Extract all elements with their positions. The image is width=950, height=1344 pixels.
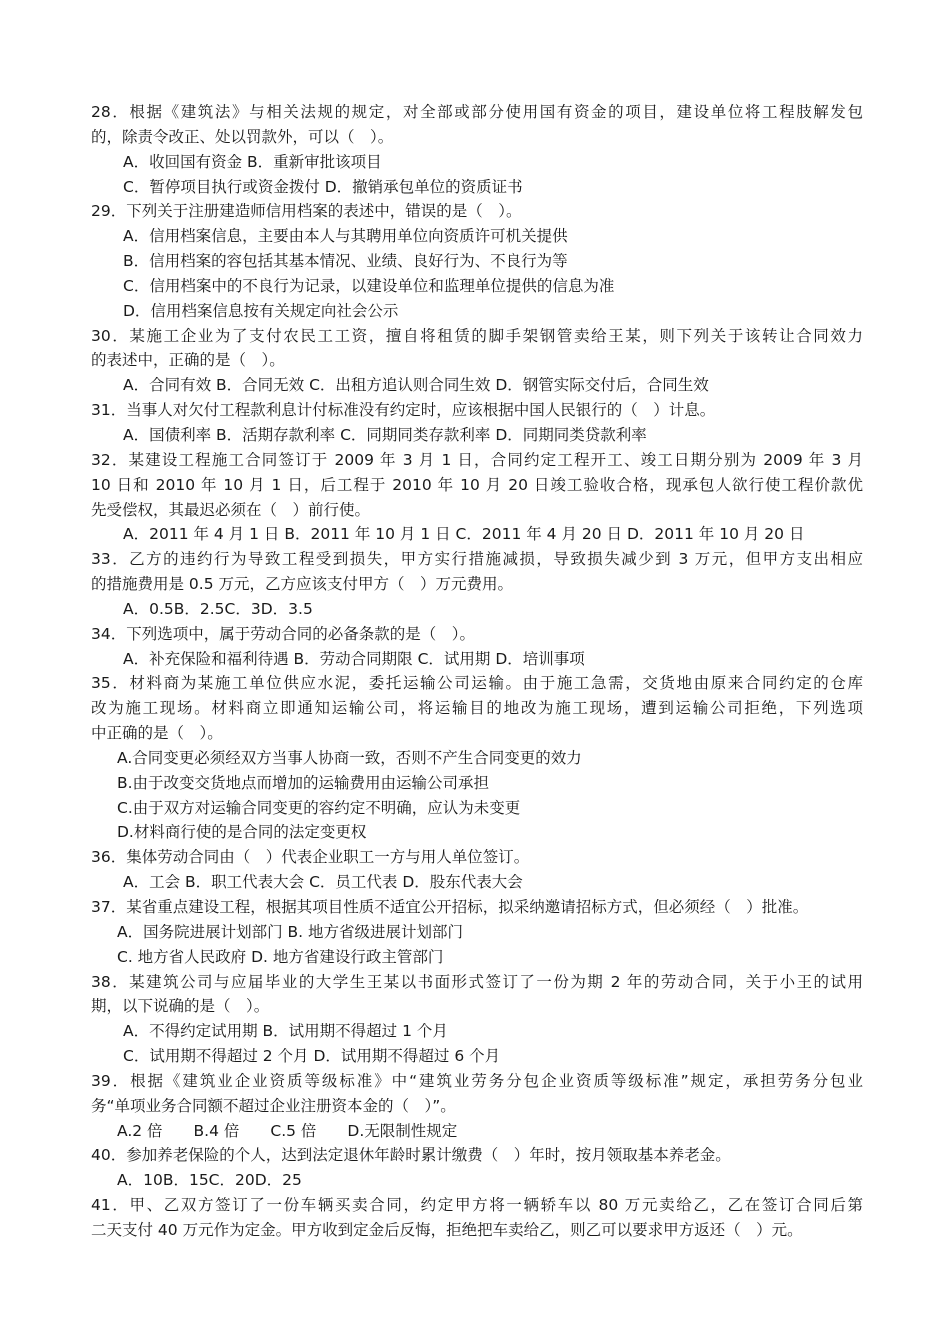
question-stem-line: 40．参加养老保险的个人，达到法定退休年龄时累计缴费（ ）年时，按月领取基本养老金。 — [91, 1146, 731, 1165]
question-option: D.材料商行使的是合同的法定变更权 — [117, 823, 367, 842]
question-stem-line: 39．根据《建筑业企业资质等级标准》中“建筑业劳务分包企业资质等级标准”规定，承担劳务分包业 — [91, 1071, 863, 1090]
question-29 — [91, 199, 863, 323]
question-option: A．国务院进展计划部门 B. 地方省级进展计划部门 — [117, 922, 464, 941]
question-stem-line: 41．甲、乙双方签订了一份车辆买卖合同，约定甲方将一辆轿车以 80 万元卖给乙，乙在签订合同后第 — [91, 1196, 863, 1215]
question-stem-line: 28．根据《建筑法》与相关法规的规定，对全部或部分使用国有资金的项目，建设单位将工程肢解发包 — [91, 103, 863, 121]
question-31 — [91, 398, 863, 448]
question-stem-line: 32．某建设工程施工合同签订于 2009 年 3 月 1 日，合同约定工程开工、竣工日期分别为 2009 年 3 月 — [91, 450, 863, 469]
question-option: A.2 倍 B.4 倍 C.5 倍 D.无限制性规定 — [117, 1121, 458, 1140]
question-39 — [91, 1069, 863, 1144]
question-option: A．国债利率 B．活期存款利率 C．同期同类存款利率 D．同期同类贷款利率 — [123, 425, 647, 444]
question-stem-line: 务“单项业务合同额不超过企业注册资本金的（ ）”。 — [91, 1096, 456, 1115]
question-option: A.合同变更必须经双方当事人协商一致，否则不产生合同变更的效力 — [117, 748, 582, 767]
question-option: A．不得约定试用期 B．试用期不得超过 1 个月 — [123, 1022, 448, 1041]
question-stem-line: 改为施工现场。材料商立即通知运输公司，将运输目的地改为施工现场，遭到运输公司拒绝，下列选项 — [91, 699, 863, 718]
question-40 — [91, 1143, 863, 1193]
question-28 — [91, 100, 863, 199]
question-option: A．2011 年 4 月 1 日 B．2011 年 10 月 1 日 C．2011 年 4 月 20 日 D．2011 年 10 月 20 日 — [123, 525, 805, 544]
question-stem-line: 的措施费用是 0.5 万元，乙方应该支付甲方（ ）万元费用。 — [91, 575, 514, 594]
question-stem-line: 29．下列关于注册建造师信用档案的表述中，错误的是（ ）。 — [91, 202, 522, 221]
question-stem-line: 33．乙方的违约行为导致工程受到损失，甲方实行措施减损，导致损失减少到 3 万元，但甲方支出相应 — [91, 550, 863, 569]
question-stem-line: 35．材料商为某施工单位供应水泥，委托运输公司运输。由于施工急需，交货地由原来合同约定的仓库 — [91, 674, 863, 693]
question-option: B．信用档案的容包括其基本情况、业绩、良好行为、不良行为等 — [123, 252, 568, 271]
question-stem-line: 30．某施工企业为了支付农民工工资，擅自将租赁的脚手架钢管卖给王某，则下列关于该转让合同效力 — [91, 326, 863, 345]
question-option: C．试用期不得超过 2 个月 D．试用期不得超过 6 个月 — [123, 1047, 501, 1066]
question-stem-line: 期，以下说确的是（ ）。 — [91, 997, 270, 1016]
question-option: A．10B．15C．20D．25 — [117, 1171, 302, 1190]
question-stem-line: 34．下列选项中，属于劳动合同的必备条款的是（ ）。 — [91, 624, 475, 643]
question-option: C. 地方省人民政府 D. 地方省建设行政主管部门 — [117, 947, 444, 966]
question-33 — [91, 547, 863, 622]
question-stem-line: 36．集体劳动合同由（ ）代表企业职工一方与用人单位签订。 — [91, 848, 530, 867]
question-option: A．信用档案信息，主要由本人与其聘用单位向资质许可机关提供 — [123, 227, 568, 246]
question-option: A．补充保险和福利待遇 B．劳动合同期限 C．试用期 D．培训事项 — [123, 649, 585, 668]
question-option: A．工会 B．职工代表大会 C．员工代表 D．股东代表大会 — [123, 873, 523, 892]
question-35 — [91, 671, 863, 845]
question-stem-line: 中正确的是（ ）。 — [91, 724, 223, 743]
question-41 — [91, 1193, 863, 1243]
question-stem-line: 37．某省重点建设工程，根据其项目性质不适宜公开招标，拟采纳邀请招标方式，但必须经（ ）批准。 — [91, 898, 809, 916]
question-30 — [91, 324, 863, 399]
question-option: A．0.5B．2.5C．3D．3.5 — [123, 599, 313, 618]
question-stem-line: 的，除责令改正、处以罚款外，可以（ ）。 — [91, 127, 394, 146]
question-option: C．信用档案中的不良行为记录，以建设单位和监理单位提供的信息为准 — [123, 276, 615, 295]
question-38 — [91, 970, 863, 1069]
question-32 — [91, 448, 863, 547]
question-stem-line: 二天支付 40 万元作为定金。甲方收到定金后反悔，拒绝把车卖给乙，则乙可以要求甲方返还（ ）元。 — [91, 1220, 803, 1239]
question-stem-line: 38．某建筑公司与应届毕业的大学生王某以书面形式签订了一份为期 2 年的劳动合同，关于小王的试用 — [91, 972, 863, 991]
document-page — [91, 100, 863, 1243]
question-option: A．合同有效 B．合同无效 C．出租方追认则合同生效 D．钢管实际交付后，合同生效 — [123, 376, 709, 395]
question-34 — [91, 622, 863, 672]
question-36 — [91, 845, 863, 895]
question-option: B.由于改变交货地点而增加的运输费用由运输公司承担 — [117, 773, 490, 792]
question-37 — [91, 895, 863, 970]
question-option: C．暂停项目执行或资金拨付 D．撤销承包单位的资质证书 — [123, 177, 523, 196]
question-option: C.由于双方对运输合同变更的容约定不明确，应认为未变更 — [117, 798, 521, 817]
question-option: D．信用档案信息按有关规定向社会公示 — [123, 301, 399, 320]
question-stem-line: 的表述中，正确的是（ ）。 — [91, 351, 285, 370]
question-stem-line: 31．当事人对欠付工程款利息计付标准没有约定时，应该根据中国人民银行的（ ）计息。 — [91, 401, 716, 420]
question-stem-line: 先受偿权，其最迟必须在（ ）前行使。 — [91, 500, 371, 519]
question-option: A．收回国有资金 B．重新审批该项目 — [123, 152, 382, 171]
question-stem-line: 10 日和 2010 年 10 月 1 日，后工程于 2010 年 10 月 20 日竣工验收合格，现承包人欲行使工程价款优 — [91, 475, 863, 494]
